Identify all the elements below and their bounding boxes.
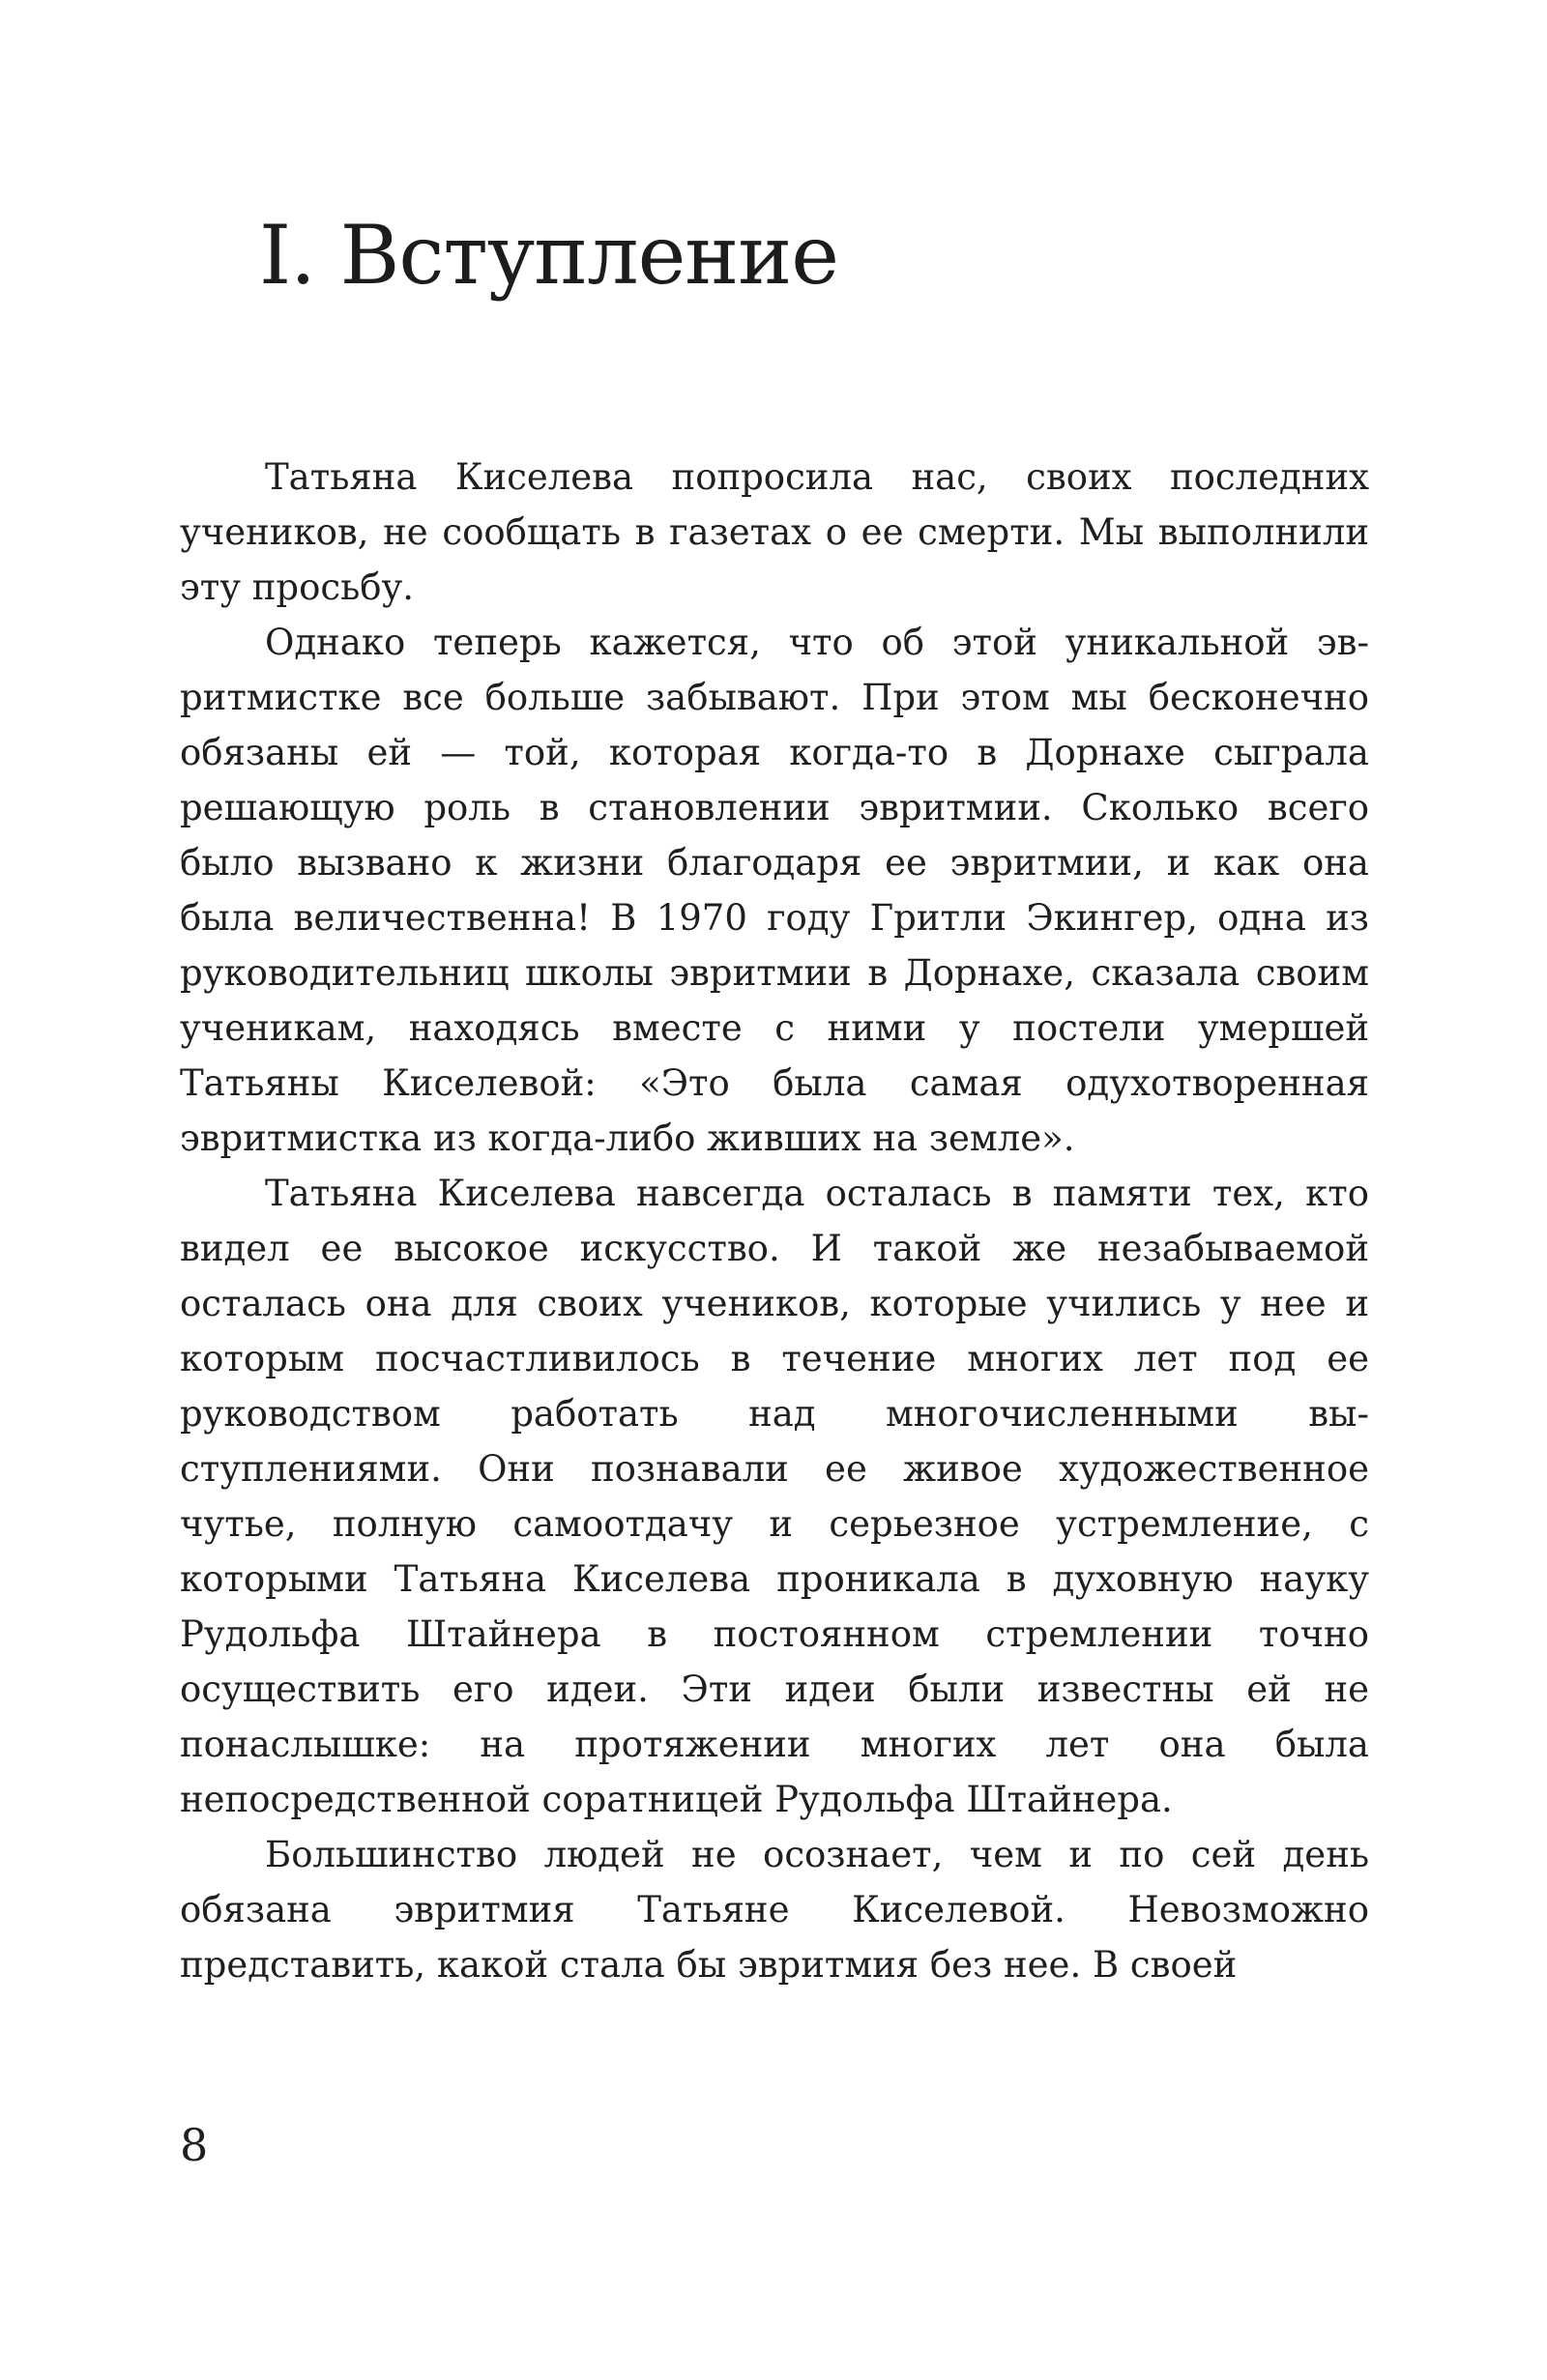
- page-number: 8: [180, 2119, 209, 2171]
- paragraph-2: Однако теперь кажется, что об этой уникальной эвритмистке все больше забывают. При этом мы бесконечно обязаны ей — той, которая когда-то в Дорнахе сыграла решающую роль в становлении эвритмии. Сколько всего было вызвано к жизни благодаря ее эвритмии, и как она была величественна! В 1970 году Гритли Экингер, одна из руководительниц школы эвритмии в Дорнахе, сказала своим ученикам, находясь вместе с ними у постели умершей Татьяны Киселевой: «Это была самая одухотворенная эвритмистка из когда-либо живших на земле».: [180, 622, 1369, 1159]
- chapter-title: I. Вступление: [259, 208, 838, 303]
- paragraph-3: Татьяна Киселева навсегда осталась в памяти тех, кто видел ее высокое искусство. И такой же незабываемой осталась она для своих учеников, которые учились у нее и которым посчастливилось в течение многих лет под ее руководством работать над многочисленными выступлениями. Они познавали ее живое художественное чутье, полную самоотдачу и серьезное устремление, с которыми Татьяна Киселева проникала в духовную науку Рудольфа Штайнера в постоянном стремлении точно осуществить его идеи. Эти идеи были известны ей не понаслышке: на протяжении многих лет она была непосредственной соратницей Рудольфа Штайнера.: [180, 1173, 1369, 1820]
- paragraph-4: Большинство людей не осознает, чем и по сей день обязана эвритмия Татьяне Киселевой. Невозможно представить, какой стала бы эвритмия без нее. В своей: [180, 1834, 1369, 1986]
- body-text: [180, 450, 1369, 1992]
- paragraph-1: Татьяна Киселева попросила нас, своих последних учеников, не сообщать в газетах о ее смерти. Мы выполнили эту просьбу.: [180, 456, 1369, 608]
